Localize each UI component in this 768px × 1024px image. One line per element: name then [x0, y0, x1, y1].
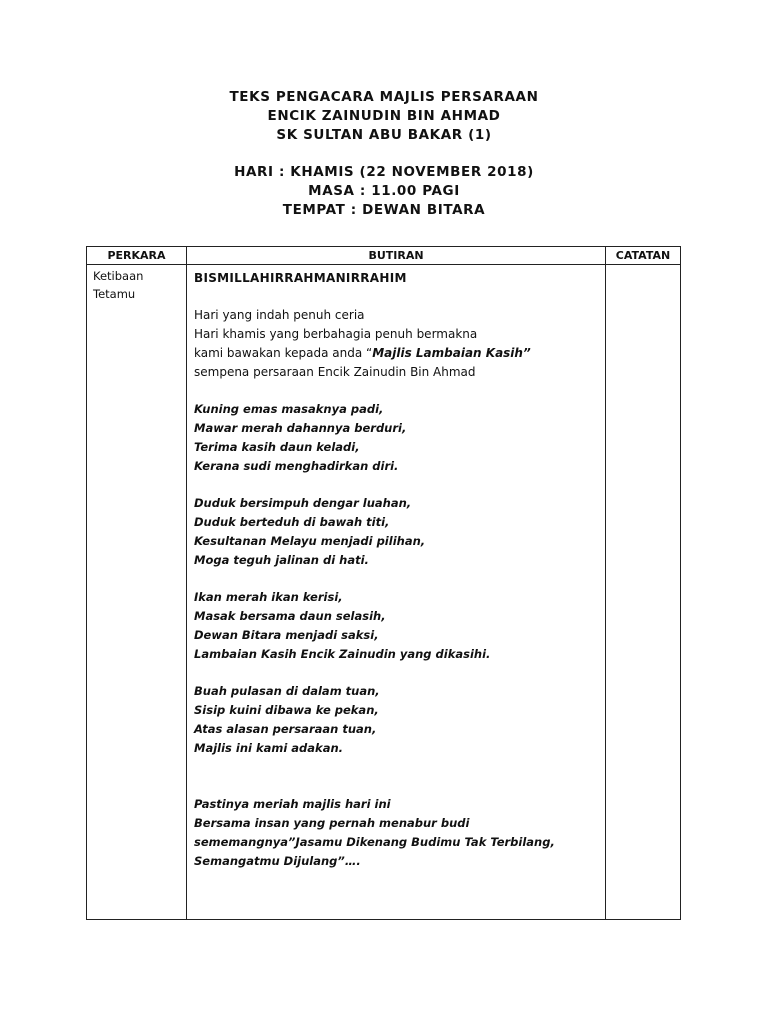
- pantun-line: Kuning emas masaknya padi,: [194, 402, 384, 416]
- pantun-line: Masak bersama daun selasih,: [194, 609, 386, 623]
- closing-line: sememangnya”Jasamu Dikenang Budimu Tak Terbilang,: [194, 835, 555, 849]
- column-header-perkara: PERKARA: [87, 247, 187, 265]
- document-header: [0, 88, 768, 220]
- closing-stanza: [194, 795, 605, 871]
- butiran-cell: [187, 265, 606, 920]
- header-title: TEKS PENGACARA MAJLIS PERSARAAN: [229, 89, 539, 105]
- butiran-title: BISMILLAHIRRAHMANIRRAHIM: [194, 271, 407, 285]
- pantun-line: Kerana sudi menghadirkan diri.: [194, 459, 399, 473]
- catatan-cell: [606, 265, 681, 920]
- column-header-butiran: BUTIRAN: [187, 247, 606, 265]
- perkara-text-1: Ketibaan: [93, 269, 144, 283]
- intro-line: Hari yang indah penuh ceria: [194, 308, 365, 322]
- perkara-text-2: Tetamu: [93, 287, 136, 301]
- header-date: HARI : KHAMIS (22 NOVEMBER 2018): [234, 164, 534, 180]
- pantun-line: Atas alasan persaraan tuan,: [194, 722, 377, 736]
- header-venue: TEMPAT : DEWAN BITARA: [282, 202, 486, 218]
- closing-line: Pastinya meriah majlis hari ini: [194, 797, 391, 811]
- table-row: [87, 265, 681, 920]
- header-name: ENCIK ZAINUDIN BIN AHMAD: [267, 108, 501, 124]
- pantun-line: Kesultanan Melayu menjadi pilihan,: [194, 534, 426, 548]
- pantun-line: Dewan Bitara menjadi saksi,: [194, 628, 379, 642]
- pantun-stanza: [194, 494, 605, 570]
- intro-line: Hari khamis yang berbahagia penuh bermakna: [194, 327, 478, 341]
- closing-line: Bersama insan yang pernah menabur budi: [194, 816, 470, 830]
- pantun-line: Duduk berteduh di bawah titi,: [194, 515, 390, 529]
- pantun-line: Lambaian Kasih Encik Zainudin yang dikasihi.: [194, 647, 491, 661]
- pantun-stanza: [194, 682, 605, 758]
- pantun-line: Moga teguh jalinan di hati.: [194, 553, 369, 567]
- pantun-line: Terima kasih daun keladi,: [194, 440, 360, 454]
- closing-line: Semangatmu Dijulang”….: [194, 854, 361, 868]
- program-table: [86, 246, 681, 920]
- pantun-stanza: [194, 588, 605, 664]
- table-header-row: [87, 247, 681, 265]
- pantun-stanza: [194, 400, 605, 476]
- intro-line: [194, 344, 605, 363]
- pantun-line: Mawar merah dahannya berduri,: [194, 421, 407, 435]
- pantun-line: Duduk bersimpuh dengar luahan,: [194, 496, 412, 510]
- header-time: MASA : 11.00 PAGI: [308, 183, 460, 199]
- intro-line-text: kami bawakan kepada anda “: [194, 346, 373, 360]
- intro-line: sempena persaraan Encik Zainudin Bin Ahmad: [194, 365, 476, 379]
- column-header-catatan: CATATAN: [606, 247, 681, 265]
- pantun-line: Sisip kuini dibawa ke pekan,: [194, 703, 379, 717]
- pantun-line: Ikan merah ikan kerisi,: [194, 590, 343, 604]
- event-name: Majlis Lambaian Kasih”: [372, 346, 531, 360]
- pantun-line: Majlis ini kami adakan.: [194, 741, 344, 755]
- intro-block: [194, 306, 605, 382]
- pantun-line: Buah pulasan di dalam tuan,: [194, 684, 380, 698]
- perkara-cell: [87, 265, 187, 920]
- header-school: SK SULTAN ABU BAKAR (1): [276, 127, 492, 143]
